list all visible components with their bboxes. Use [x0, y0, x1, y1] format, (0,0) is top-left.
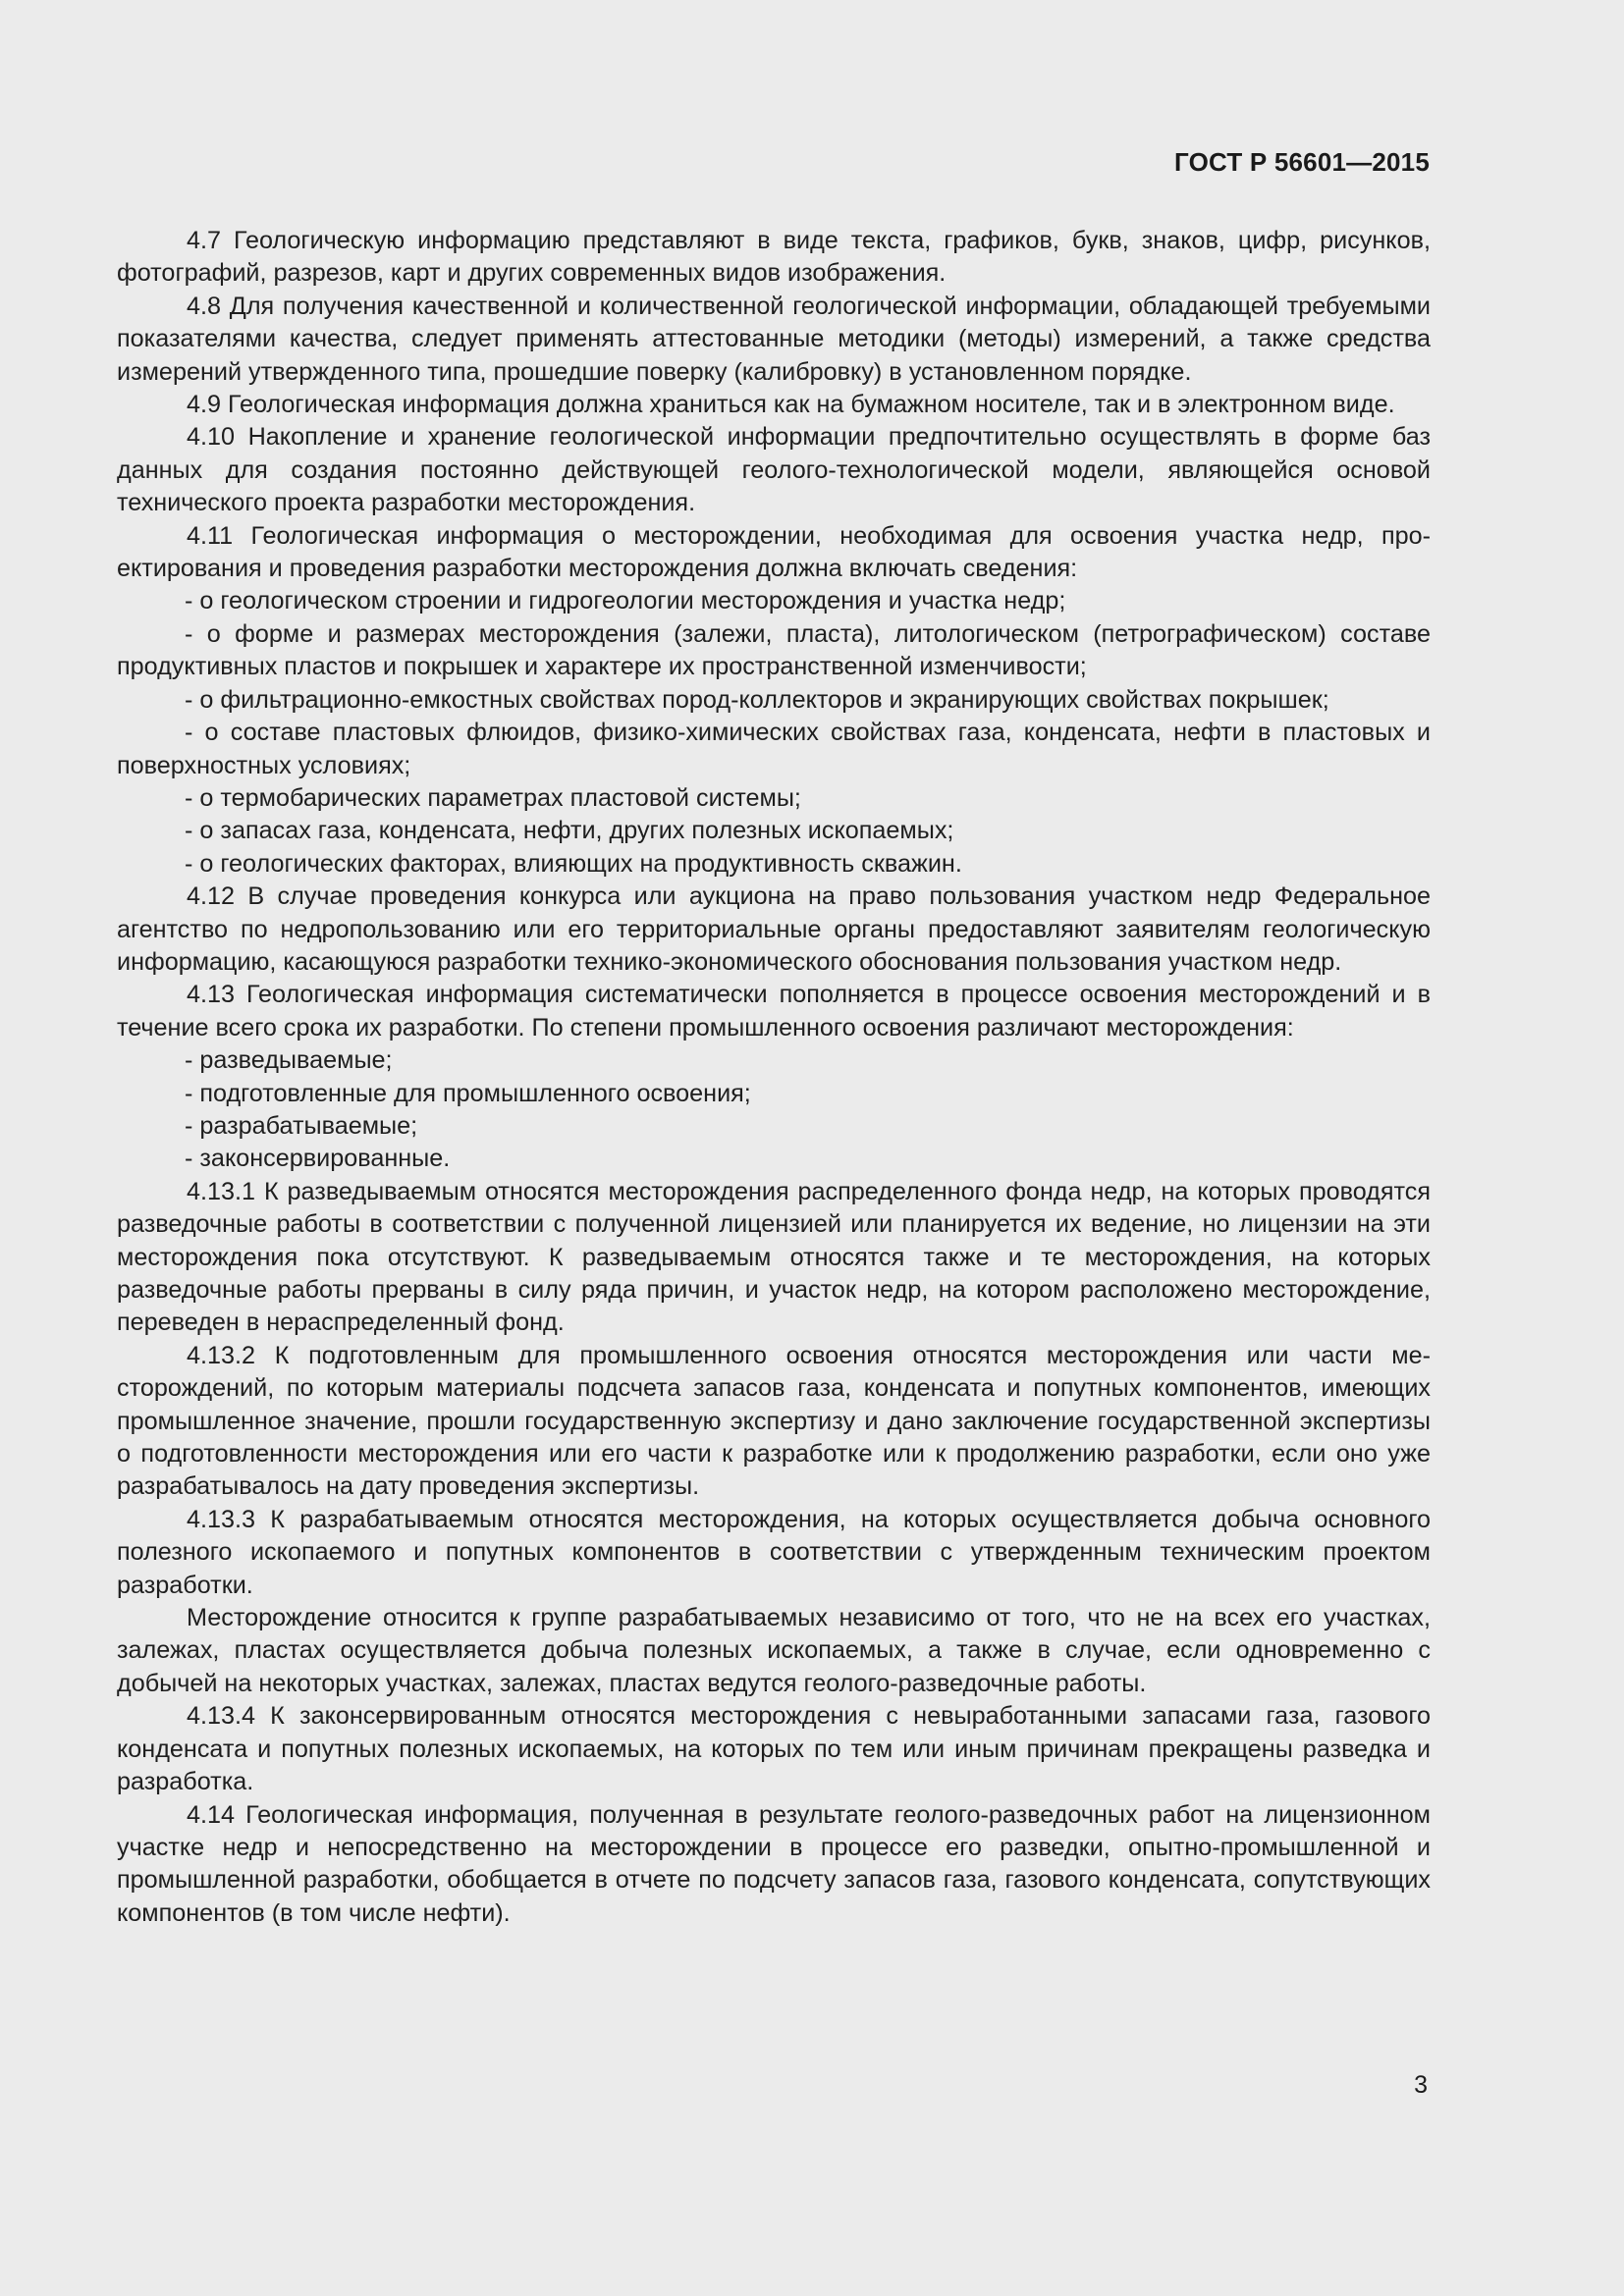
list-item: - о термобарических параметрах пластовой системы;	[185, 783, 801, 812]
list-item: - подготовленные для промышленного освоения;	[185, 1079, 751, 1107]
list-item: - разведываемые;	[185, 1046, 393, 1075]
paragraph-4-13-3: 4.13.3 К разрабатываемым относятся месторождения, на которых осуществляется добыча основного полезного ископаемого и попутных компонентов в соответствии с утвержденным техническим проектом разработки.	[117, 1505, 1431, 1599]
page-number: 3	[1414, 2071, 1428, 2099]
paragraph-4-13-2: 4.13.2 К подготовленным для промышленного освоения относятся месторождения или части месторождений, по которым материалы подсчета запасов газа, конденсата и попутных компонентов, имеющих промышленное значение, прошли государственную экспертизу и дано заключение государственной экспертизы о подготовленности месторождения или его части к разработке или к продолжению разработки, если оно уже разрабатывалось на дату проведения экспертизы.	[117, 1341, 1431, 1501]
list-item: - разрабатываемые;	[185, 1111, 418, 1140]
paragraph-4-10: 4.10 Накопление и хранение геологической информации предпочтительно осуществлять в форме баз данных для создания постоянно действующей геолого-технологической модели, являющейся основой технического проекта разработки месторождения.	[117, 423, 1431, 517]
paragraph-4-11: 4.11 Геологическая информация о месторождении, необходимая для освоения участка недр, проектирования и проведения разработки месторождения должна включать сведения:	[117, 521, 1431, 583]
paragraph-4-12: 4.12 В случае проведения конкурса или аукциона на право пользования участком недр Федеральное агентство по недропользованию или его территориальные органы предоставляют заявителям геологическую информацию, касающуюся разработки технико-экономического обоснования пользования участком недр.	[117, 882, 1431, 976]
paragraph-4-14: 4.14 Геологическая информация, полученная в результате геолого-разведочных работ на лицензионном участке недр и непосредственно на месторождении в процессе его разведки, опытно-промышленной и промышленной разработки, обобщается в отчете по подсчету запасов газа, газового конденсата, сопутствующих компонентов (в том числе нефти).	[117, 1800, 1431, 1927]
paragraph-4-13: 4.13 Геологическая информация систематически пополняется в процессе освоения месторождений и в течение всего срока их разработки. По степени промышленного освоения различают месторождения:	[117, 981, 1431, 1041]
paragraph-4-7: 4.7 Геологическую информацию представляют в виде текста, графиков, букв, знаков, цифр, рисунков, фотографий, разрезов, карт и других современных видов изображения.	[117, 227, 1431, 288]
list-item: - о запасах газа, конденсата, нефти, других полезных ископаемых;	[185, 817, 954, 845]
paragraph-4-8: 4.8 Для получения качественной и количественной геологической информации, обладающей требуемыми показателями качества, следует применять аттестованные методики (методы) измерений, а также средства измерений утвержденного типа, прошедшие поверку (калибровку) в установленном порядке.	[117, 292, 1431, 386]
standard-code-header: ГОСТ Р 56601—2015	[1174, 147, 1430, 177]
document-body	[117, 225, 1431, 1930]
list-item: - законсервированные.	[185, 1145, 451, 1173]
list-item: - о форме и размерах месторождения (залежи, пласта), литологическом (петрографическом) составе продуктивных пластов и покрышек и характере их пространственной изменчивости;	[117, 619, 1431, 681]
paragraph-4-13-1: 4.13.1 К разведываемым относятся месторождения распределенного фонда недр, на которых проводятся разведочные работы в соответствии с полученной лицензией или планируется их ведение, но лицензии на эти месторождения пока отсутствуют. К разведываемым относятся также и те месторождения, на которых разведочные работы прерваны в силу ряда причин, и участок недр, на котором расположено месторождение, переведен в нераспределенный фонд.	[117, 1177, 1431, 1337]
paragraph-developed-fields-note: Месторождение относится к группе разрабатываемых независимо от того, что не на всех его участках, залежах, пластах осуществляется добыча полезных ископаемых, а также в случае, если одновременно с добычей на некоторых участках, залежах, пластах ведутся геолого-разведочные работы.	[117, 1604, 1431, 1697]
paragraph-4-9: 4.9 Геологическая информация должна храниться как на бумажном носителе, так и в электронном виде.	[187, 391, 1395, 419]
list-item: - о геологическом строении и гидрогеологии месторождения и участка недр;	[185, 587, 1066, 615]
list-item: - о фильтрационно-емкостных свойствах пород-коллекторов и экранирующих свойствах покрышек;	[185, 685, 1329, 714]
list-item: - о составе пластовых флюидов, физико-химических свойствах газа, конденсата, нефти в пластовых и поверхностных условиях;	[117, 719, 1431, 779]
list-item: - о геологических факторах, влияющих на продуктивность скважин.	[185, 849, 962, 878]
paragraph-4-13-4: 4.13.4 К законсервированным относятся месторождения с невыработанными запасами газа, газового конденсата и попутных полезных ископаемых, на которых по тем или иным причинам прекращены разведка и разработка.	[117, 1702, 1431, 1796]
